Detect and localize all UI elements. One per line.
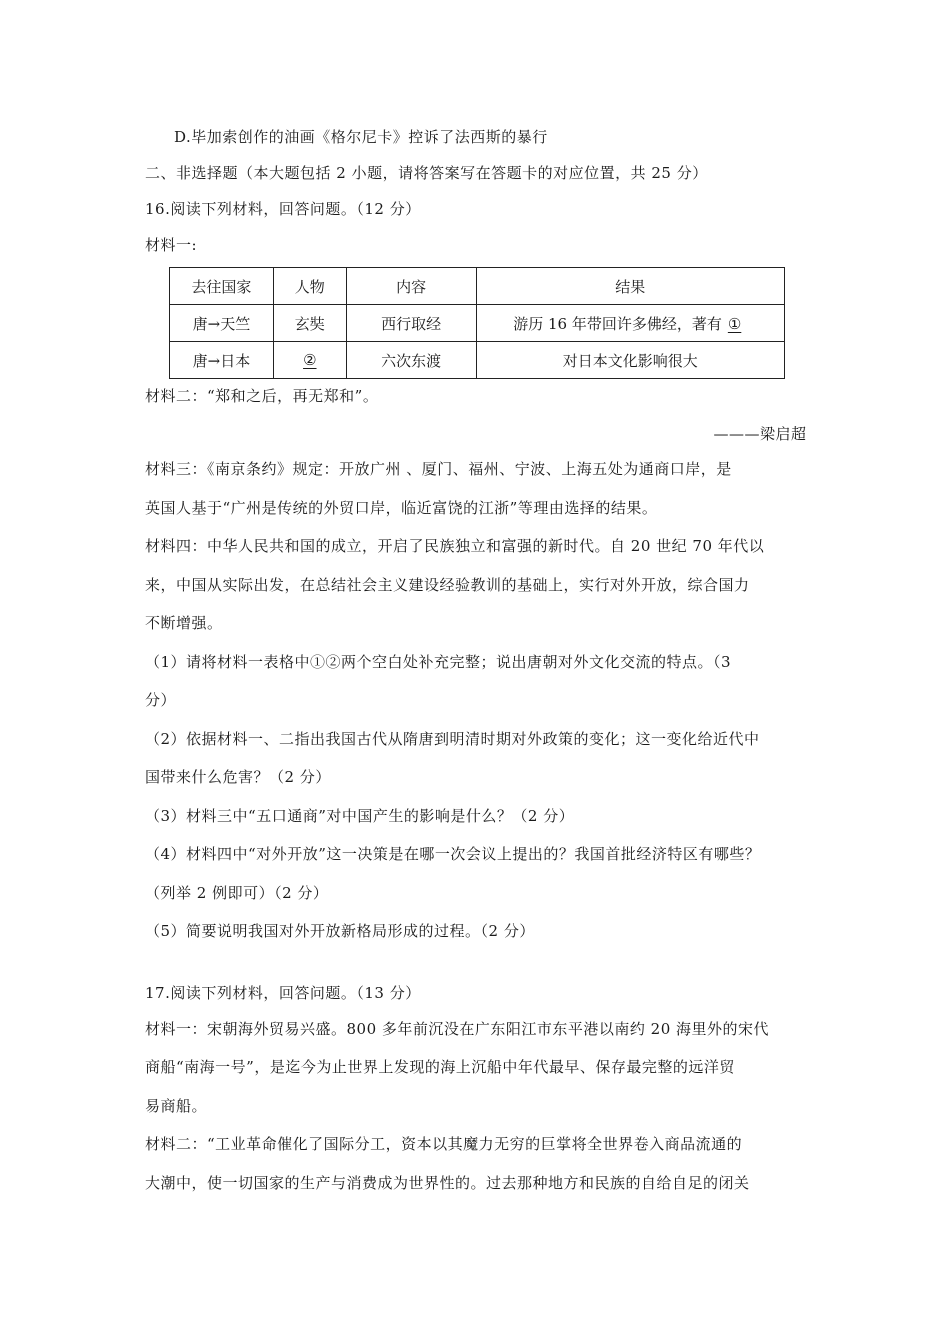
header-result: 结果 — [476, 268, 784, 305]
material-1-table — [169, 267, 785, 379]
question-5: （5）简要说明我国对外开放新格局形成的过程。（2 分） — [145, 922, 535, 940]
table-row — [170, 342, 785, 379]
question-2-line-1: （2）依据材料一、二指出我国古代从隋唐到明清时期对外政策的变化；这一变化给近代中 — [145, 730, 760, 748]
question-2-line-2: 国带来什么危害？（2 分） — [145, 768, 331, 786]
question-3: （3）材料三中“五口通商”对中国产生的影响是什么？（2 分） — [145, 807, 575, 825]
q17-material-1-line-3: 易商船。 — [145, 1097, 208, 1115]
material-4-line-1: 材料四：中华人民共和国的成立，开启了民族独立和富强的新时代。自 20 世纪 70 年代以 — [145, 537, 765, 555]
cell-person — [273, 342, 346, 379]
question-16-title: 16.阅读下列材料，回答问题。（12 分） — [145, 200, 421, 218]
blank-2: ② — [303, 351, 317, 369]
cell-person: 玄奘 — [273, 305, 346, 342]
cell-content: 六次东渡 — [346, 342, 476, 379]
q17-material-1-line-2: 商船“南海一号”，是迄今为止世界上发现的海上沉船中年代最早、保存最完整的远洋贸 — [145, 1058, 735, 1076]
material-2-credit: ———梁启超 — [713, 425, 807, 443]
table-header-row — [170, 268, 785, 305]
q17-material-2-line-2: 大潮中，使一切国家的生产与消费成为世界性的。过去那种地方和民族的自给自足的闭关 — [145, 1174, 750, 1192]
cell-content: 西行取经 — [346, 305, 476, 342]
material-2: 材料二：“郑和之后，再无郑和”。 — [145, 387, 379, 405]
material-4-line-2: 来，中国从实际出发，在总结社会主义建设经验教训的基础上，实行对外开放，综合国力 — [145, 576, 750, 594]
cell-result — [476, 305, 784, 342]
table-row — [170, 305, 785, 342]
cell-result: 对日本文化影响很大 — [476, 342, 784, 379]
question-1-line-2: 分） — [145, 691, 177, 709]
material-3-line-2: 英国人基于“广州是传统的外贸口岸，临近富饶的江浙”等理由选择的结果。 — [145, 499, 658, 517]
header-person: 人物 — [273, 268, 346, 305]
question-17-title: 17.阅读下列材料，回答问题。（13 分） — [145, 984, 421, 1002]
question-4-line-1: （4）材料四中“对外开放”这一决策是在哪一次会议上提出的？我国首批经济特区有哪些？ — [145, 845, 761, 863]
material-4-line-3: 不断增强。 — [145, 614, 223, 632]
blank-1: ① — [727, 314, 742, 333]
material-3-line-1: 材料三：《南京条约》规定：开放广州 、厦门、福州、宁波、上海五处为通商口岸，是 — [145, 460, 732, 478]
header-country: 去往国家 — [170, 268, 274, 305]
option-d: D.毕加索创作的油画《格尔尼卡》控诉了法西斯的暴行 — [174, 128, 548, 146]
cell-country: 唐→日本 — [170, 342, 274, 379]
cell-country: 唐→天竺 — [170, 305, 274, 342]
question-4-line-2: （列举 2 例即可）（2 分） — [145, 884, 329, 902]
section-heading: 二、非选择题（本大题包括 2 小题，请将答案写在答题卡的对应位置，共 25 分） — [145, 164, 708, 182]
result-text: 游历 16 年带回许多佛经，著有 — [513, 314, 722, 333]
header-content: 内容 — [346, 268, 476, 305]
q17-material-1-line-1: 材料一：宋朝海外贸易兴盛。800 多年前沉没在广东阳江市东平港以南约 20 海里外的宋代 — [145, 1020, 770, 1038]
question-1-line-1: （1）请将材料一表格中①②两个空白处补充完整；说出唐朝对外文化交流的特点。（3 — [145, 653, 732, 671]
q17-material-2-line-1: 材料二：“工业革命催化了国际分工，资本以其魔力无穷的巨掌将全世界卷入商品流通的 — [145, 1135, 743, 1153]
material-1-label: 材料一: — [145, 236, 198, 254]
